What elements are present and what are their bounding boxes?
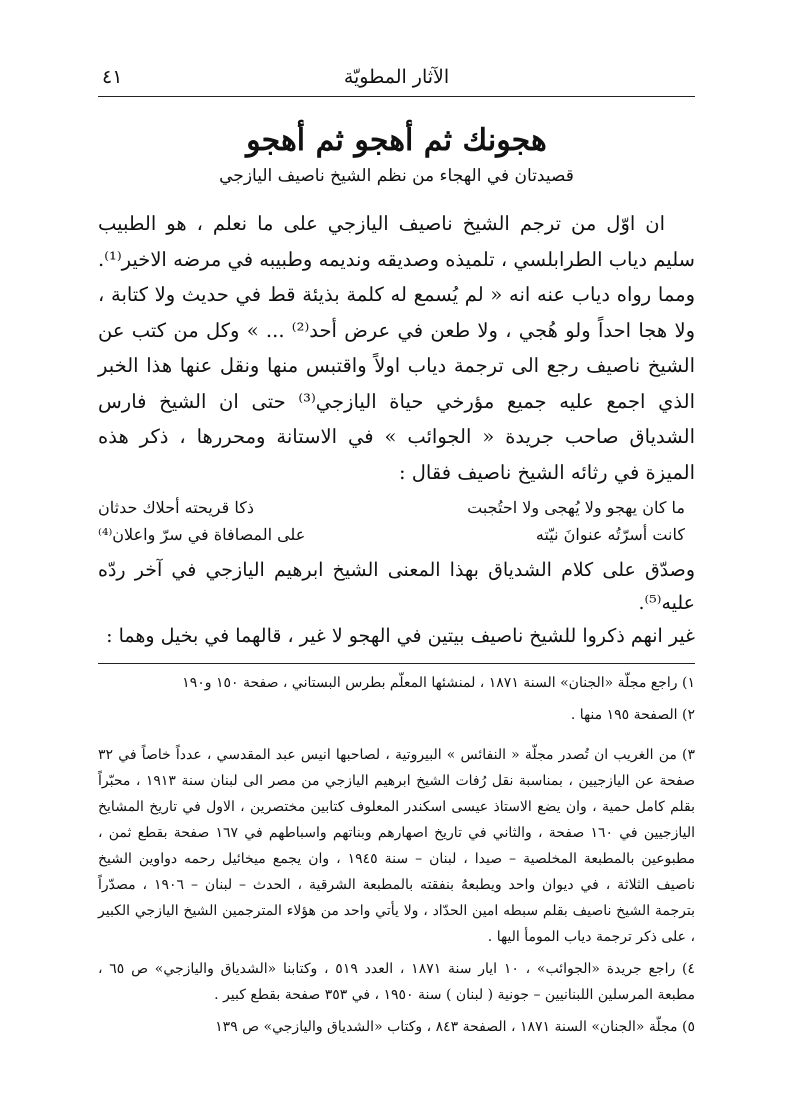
footnote-3: ٣) من الغريب ان تُصدر مجلّة « النفائس » البيروتية ، لصاحبها انيس عبد المقدسي ، عدداً خاصاً في ٣٢ صفحة عن اليازجيين ، بمناسبة نقل رُفات الشيخ ابرهيم اليازجي من مصر الى لبنان سنة ١٩١٣ ، محبّراً بقلم كامل حمية ، وان يضع الاستاذ عيسى اسكندر المعلوف كتابين مختصرين ، الاول في تاريخ المشايخ اليازجيين في ١٦٠ صفحة ، والثاني في تاريخ اصهارهم وبناتهم واسباطهم في ١٦٧ صفحة بقطع ثمن ، مطبوعين بالمطبعة المخلصية – صيدا ، لبنان – سنة ١٩٤٥ ، وان يجمع ميخائيل رحمه دواوين الشيخ ناصيف الثلاثة ، في ديوان واحد ويطبعهُ بنفقته بالمطبعة الشرقية ، الحدث – لبنان – ١٩٠٦ ، مصدّراً بترجمة الشيخ ناصيف بقلم سبطه امين الحدّاد ، ولا يأتي واحد من هؤلاء المترجمين الشيخ اليازجي الكبير ، على ذكر ترجمة دياب المومأ اليها . <box>98 747 695 945</box>
after-verse-text <box>98 554 695 653</box>
verse-hemistich-right: ما كان يهجو ولا يُهجى ولا احتُجبت <box>467 498 685 517</box>
verse-line <box>98 494 685 521</box>
running-header <box>98 62 695 97</box>
verse-hemistich-left: ذكا قريحته أحلاك حدثان <box>98 498 254 517</box>
poem-verse <box>98 494 685 548</box>
footnote-1: ١) راجع مجلّة «الجنان» السنة ١٨٧١ ، لمنشئها المعلّم بطرس البستاني ، صفحة ١٥٠ و١٩٠ <box>182 675 695 691</box>
verse-hemistich-right: كانت أسرّتُه عنوانَ نيّته <box>535 525 685 544</box>
after-verse-line: وصدّق على كلام الشدياق بهذا المعنى الشيخ ابرهيم اليازجي في آخر ردّه عليه⁽⁵⁾. <box>98 559 695 614</box>
after-verse-line: غير انهم ذكروا للشيخ ناصيف بيتين في الهجو لا غير ، قالهما في بخيل وهما : <box>106 625 695 647</box>
footnote-divider <box>98 663 695 664</box>
running-title: الآثار المطويّة <box>343 66 450 88</box>
verse-line <box>98 521 685 548</box>
main-paragraph: ان اوّل من ترجم الشيخ ناصيف اليازجي على ما نعلم ، هو الطبيب سليم دياب الطرابلسي ، تلميذه وصديقه ونديمه وطبيبه في مرضه الاخير⁽¹⁾. ومما رواه دياب عنه انه « لم يُسمع له كلمة بذيئة قط في حديث ولا كتابة ، ولا هجا احداً ولو هُجي ، ولا طعن في عرض أحد⁽²⁾ ... » وكل من كتب عن الشيخ ناصيف رجع الى ترجمة دياب اولاً واقتبس منها ونقل عنها هذا الخبر الذي اجمع عليه جميع مؤرخي حياة اليازجي⁽³⁾ حتى ان الشيخ فارس الشدياق صاحب جريدة « الجوائب » في الاستانة ومحررها ، ذكر هذه الميزة في رثائه الشيخ ناصيف فقال : <box>98 212 695 484</box>
page-number: ٤١ <box>102 66 123 88</box>
article-title: هجونك ثم أهجو ثم أهجو <box>246 123 547 158</box>
verse-hemistich-left: على المصافاة في سرّ واعلان⁽⁴⁾ <box>98 525 306 544</box>
footnote-4: ٤) راجع جريدة «الجوائب» ، ١٠ ايار سنة ١٨٧١ ، العدد ٥١٩ ، وكتابنا «الشدياق واليازجي» ص ٦٥ ، مطبعة المرسلين اللبنانيين – جونية ( لبنان ) سنة ١٩٥٠ ، في ٣٥٣ صفحة بقطع كبير . <box>98 961 695 1003</box>
footnote-5: ٥) مجلّة «الجنان» السنة ١٨٧١ ، الصفحة ٨٤٣ ، وكتاب «الشدياق واليازجي» ص ١٣٩ <box>215 1019 695 1035</box>
footnotes <box>98 670 695 1040</box>
footnote-2: ٢) الصفحة ١٩٥ منها . <box>570 707 695 723</box>
body-text <box>98 206 695 490</box>
article-subtitle: قصيدتان في الهجاء من نظم الشيخ ناصيف اليازجي <box>219 166 574 186</box>
